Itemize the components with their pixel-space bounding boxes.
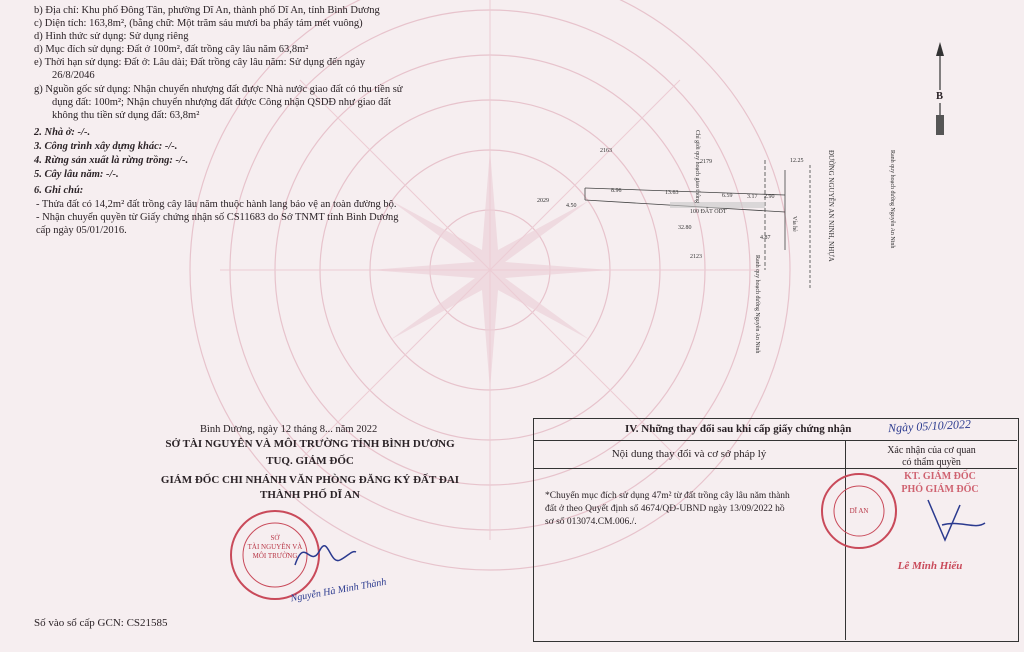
- parcel-map: [520, 140, 830, 300]
- registry-number: Số vào sổ cấp GCN: CS21585: [34, 617, 168, 629]
- origin-line-2: dụng đất: 100m²; Nhận chuyển nhượng đất được Công nhận QSDĐ như giao đất: [52, 97, 391, 108]
- signature: [920, 495, 990, 550]
- area-line: c) Diện tích: 163,8m², (bằng chữ: Một trăm sáu mươi ba phẩy tám mét vuông): [34, 18, 363, 29]
- origin-line: g) Nguồn gốc sử dụng: Nhận chuyển nhượng đất được Nhà nước giao đất có thu tiền sử: [34, 84, 403, 95]
- signer-name: Nguyễn Hà Minh Thành: [289, 576, 388, 605]
- land-type-label: 100 ĐẤT ODT: [690, 209, 727, 215]
- parcel-number: 2123: [690, 254, 702, 260]
- dimension-label: 2.90: [764, 194, 775, 200]
- branch-city-line: THÀNH PHỐ DĨ AN: [260, 489, 360, 501]
- director-line: TUQ. GIÁM ĐỐC: [266, 455, 354, 467]
- map-note-vertical: Chỉ giới quy hoạch giao thông: [694, 130, 700, 203]
- dimension-label: 4.87: [760, 235, 771, 241]
- signature: [290, 530, 360, 575]
- stamp-line: SỞ: [270, 534, 280, 542]
- handwritten-date: Ngày 05/10/2022: [887, 416, 972, 436]
- section-construction: 3. Công trình xây dựng khác: -/-.: [34, 141, 178, 152]
- dimension-label: 32.80: [678, 225, 692, 231]
- parcel-number: 2163: [600, 148, 612, 154]
- stamp-line: MÔI TRƯỜNG: [252, 552, 298, 560]
- signing-date: Bình Dương, ngày 12 tháng 8... năm 2022: [200, 424, 378, 435]
- duration-date: 26/8/2046: [52, 70, 95, 81]
- col-header-confirmation: Xác nhận của cơ quan: [887, 445, 976, 456]
- branch-director-line: GIÁM ĐỐC CHI NHÁNH VĂN PHÒNG ĐĂNG KÝ ĐẤT ĐAI: [160, 474, 460, 486]
- col-header-content: Nội dung thay đổi và cơ sở pháp lý: [611, 448, 767, 460]
- stamp-line: TÀI NGUYÊN VÀ: [247, 543, 303, 551]
- dimension-label: 13.63: [665, 190, 679, 196]
- change-content-line: đất ở theo Quyết định số 4674/QĐ-UBND ngày 13/09/2022 hồ: [545, 504, 785, 514]
- usage-form-line: d) Hình thức sử dụng: Sử dụng riêng: [34, 31, 189, 42]
- north-label: B: [936, 91, 944, 102]
- note-line: cấp ngày 05/01/2016.: [36, 225, 127, 236]
- change-content-line: *Chuyển mục đích sử dụng 47m² từ đất trồng cây lâu năm thành: [545, 491, 790, 501]
- note-line: - Thửa đất có 14,2m² đất trồng cây lâu năm thuộc hành lang bảo vệ an toàn đường bộ.: [36, 199, 397, 210]
- stamp-text: DĨ AN: [849, 507, 869, 515]
- corridor-area: [670, 202, 765, 208]
- dimension-label: 8.96: [611, 188, 622, 194]
- section-perennial: 5. Cây lâu năm: -/-.: [34, 169, 119, 180]
- dimension-label: 3.17: [747, 194, 758, 200]
- col-header-confirmation: có thẩm quyền: [902, 457, 961, 468]
- parcel-number: 2179: [700, 159, 712, 165]
- signer-name: Lê Minh Hiếu: [897, 560, 963, 572]
- section-house: 2. Nhà ở: -/-.: [34, 127, 91, 138]
- map-note-vertical: Vỉa hè: [791, 216, 797, 232]
- change-content-line: sơ số 013074.CM.006./.: [545, 517, 637, 527]
- dimension-label: 6.59: [722, 193, 733, 199]
- section-forest: 4. Rừng sản xuất là rừng trồng: -/-.: [34, 155, 189, 166]
- map-note-vertical: Ranh quy hoạch đường Nguyễn An Ninh: [754, 255, 760, 354]
- purpose-line: d) Mục đích sử dụng: Đất ở 100m², đất trồng cây lâu năm 63,8m²: [34, 44, 309, 55]
- stamp-title: KT. GIÁM ĐỐC: [904, 471, 976, 482]
- map-note-vertical: Ranh quy hoạch đường Nguyễn An Ninh: [889, 150, 895, 249]
- agency-name: SỞ TÀI NGUYÊN VÀ MÔI TRƯỜNG TỈNH BÌNH DƯƠNG: [165, 438, 455, 450]
- dimension-label: 4.50: [566, 203, 577, 209]
- stamp-title: PHÓ GIÁM ĐỐC: [901, 484, 979, 495]
- road-name-vertical: ĐƯỜNG NGUYỄN AN NINH, NHỰA: [827, 150, 835, 262]
- table-divider: [533, 440, 1017, 441]
- origin-line-3: không thu tiền sử dụng đất: 63,8m²: [52, 110, 200, 121]
- parcel-number: 2029: [537, 198, 549, 204]
- address-line: b) Địa chỉ: Khu phố Đông Tân, phường Dĩ An, thành phố Dĩ An, tỉnh Bình Dương: [34, 5, 380, 16]
- note-line: - Nhận chuyển quyền từ Giấy chứng nhận số CS11683 do Sở TNMT tỉnh Bình Dương: [36, 212, 399, 223]
- section-notes-heading: 6. Ghi chú:: [34, 185, 84, 196]
- duration-line: e) Thời hạn sử dụng: Đất ở: Lâu dài; Đất trồng cây lâu năm: Sử dụng đến ngày: [34, 57, 366, 68]
- dimension-label: 12.25: [790, 158, 804, 164]
- changes-title: IV. Những thay đổi sau khi cấp giấy chứng nhận: [625, 423, 852, 435]
